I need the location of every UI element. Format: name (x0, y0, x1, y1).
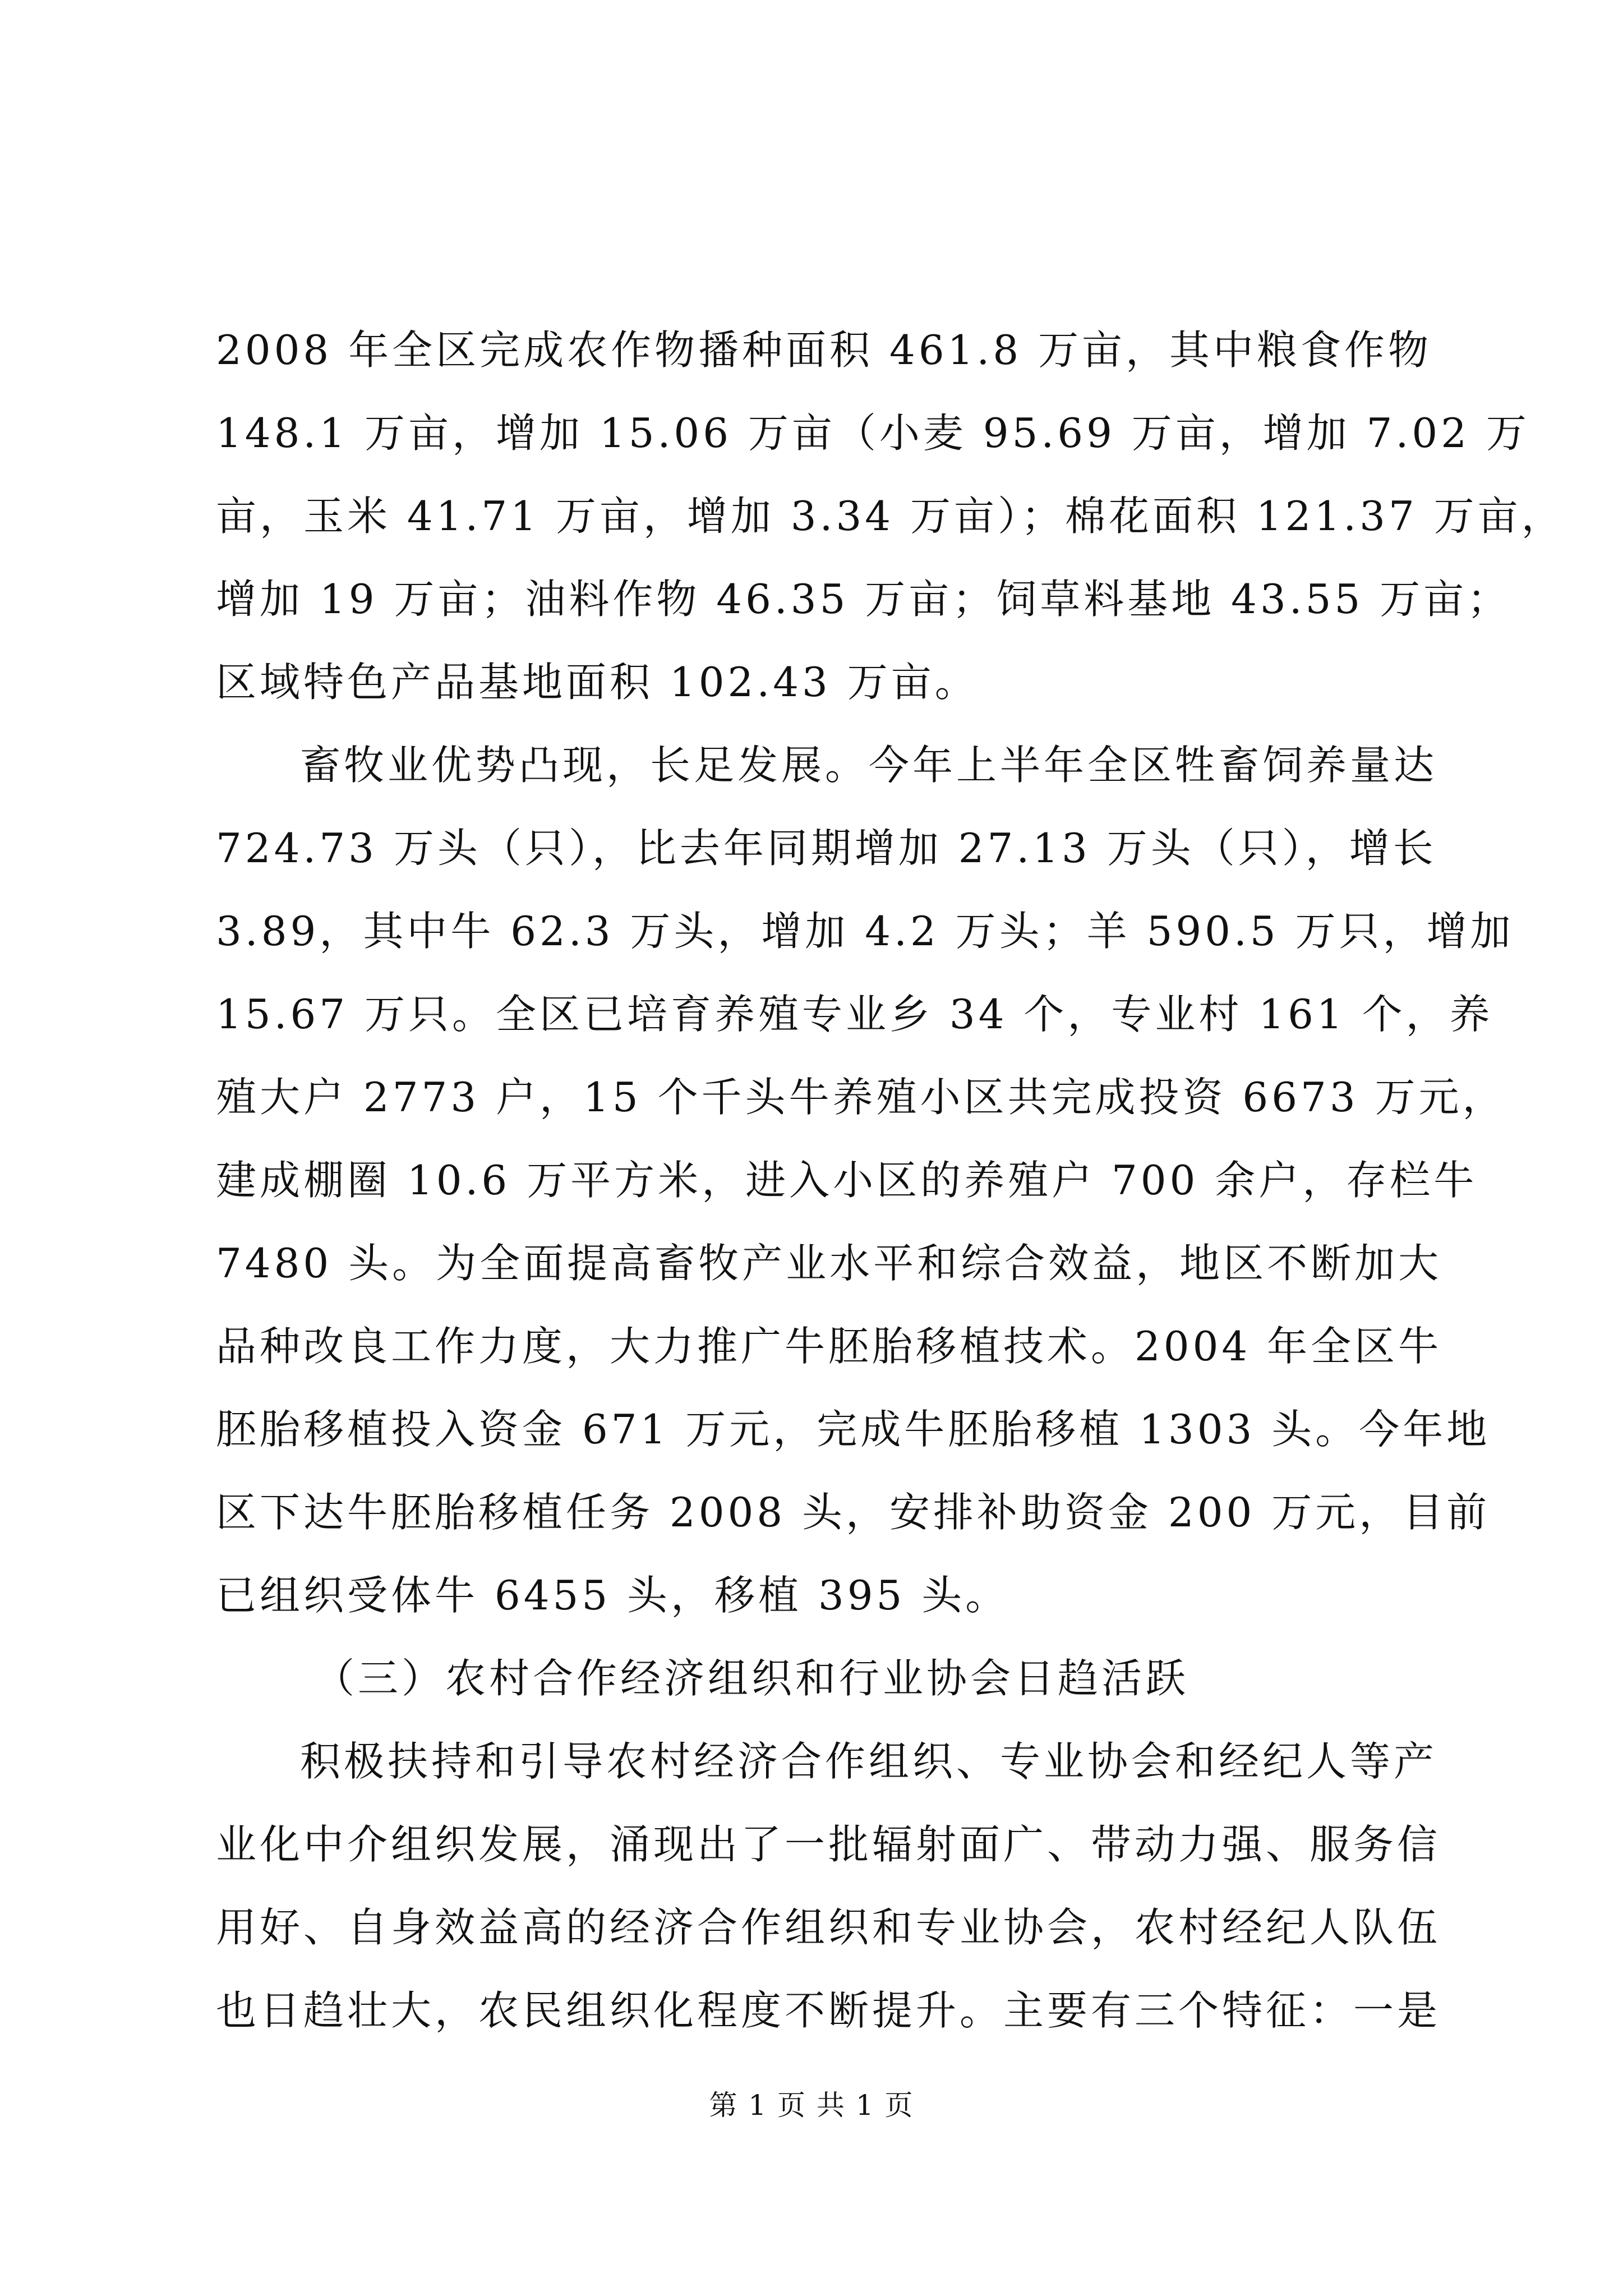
paragraph-line: 胚胎移植投入资金 671 万元，完成牛胚胎移植 1303 头。今年地 (216, 1406, 1491, 1453)
paragraph-line: 区下达牛胚胎移植任务 2008 头，安排补助资金 200 万元，目前 (216, 1489, 1491, 1536)
paragraph-line: 2008 年全区完成农作物播种面积 461.8 万亩，其中粮食作物 (216, 326, 1432, 374)
paragraph-line: 3.89，其中牛 62.3 万头，增加 4.2 万头；羊 590.5 万只，增加 (216, 908, 1514, 955)
paragraph-line: 业化中介组织发展，涌现出了一批辐射面广、带动力强、服务信 (216, 1821, 1441, 1868)
paragraph-line: 亩，玉米 41.71 万亩，增加 3.34 万亩）；棉花面积 121.37 万亩， (216, 493, 1565, 540)
paragraph-line: 殖大户 2773 户，15 个千头牛养殖小区共完成投资 6673 万元， (216, 1074, 1506, 1121)
section-heading: （三）农村合作经济组织和行业协会日趋活跃 (314, 1655, 1189, 1702)
paragraph-line: 7480 头。为全面提高畜牧产业水平和综合效益，地区不断加大 (216, 1240, 1442, 1287)
page-footer: 第 1 页 共 1 页 (709, 2089, 914, 2122)
paragraph-line: 用好、自身效益高的经济合作组织和专业协会，农村经纪人队伍 (216, 1904, 1441, 1951)
paragraph-line: 已组织受体牛 6455 头，移植 395 头。 (216, 1572, 1009, 1619)
paragraph-line: 15.67 万只。全区已培育养殖专业乡 34 个，专业村 161 个，养 (216, 991, 1493, 1038)
paragraph-line: 也日趋壮大，农民组织化程度不断提升。主要有三个特征：一是 (216, 1987, 1441, 2034)
paragraph-line: 724.73 万头（只），比去年同期增加 27.13 万头（只），增长 (216, 825, 1437, 872)
paragraph-line: 建成棚圈 10.6 万平方米，进入小区的养殖户 700 余户，存栏牛 (216, 1157, 1478, 1204)
paragraph-line: 品种改良工作力度，大力推广牛胚胎移植技术。2004 年全区牛 (216, 1323, 1442, 1370)
paragraph-line: 区域特色产品基地面积 102.43 万亩。 (216, 659, 979, 706)
paragraph-line: 畜牧业优势凸现，长足发展。今年上半年全区牲畜饲养量达 (300, 742, 1438, 789)
paragraph-line: 增加 19 万亩；油料作物 46.35 万亩；饲草料基地 43.55 万亩； (216, 576, 1511, 623)
paragraph-line: 148.1 万亩，增加 15.06 万亩（小麦 95.69 万亩，增加 7.02 万 (216, 409, 1530, 457)
paragraph-line: 积极扶持和引导农村经济合作组织、专业协会和经纪人等产 (300, 1738, 1438, 1785)
